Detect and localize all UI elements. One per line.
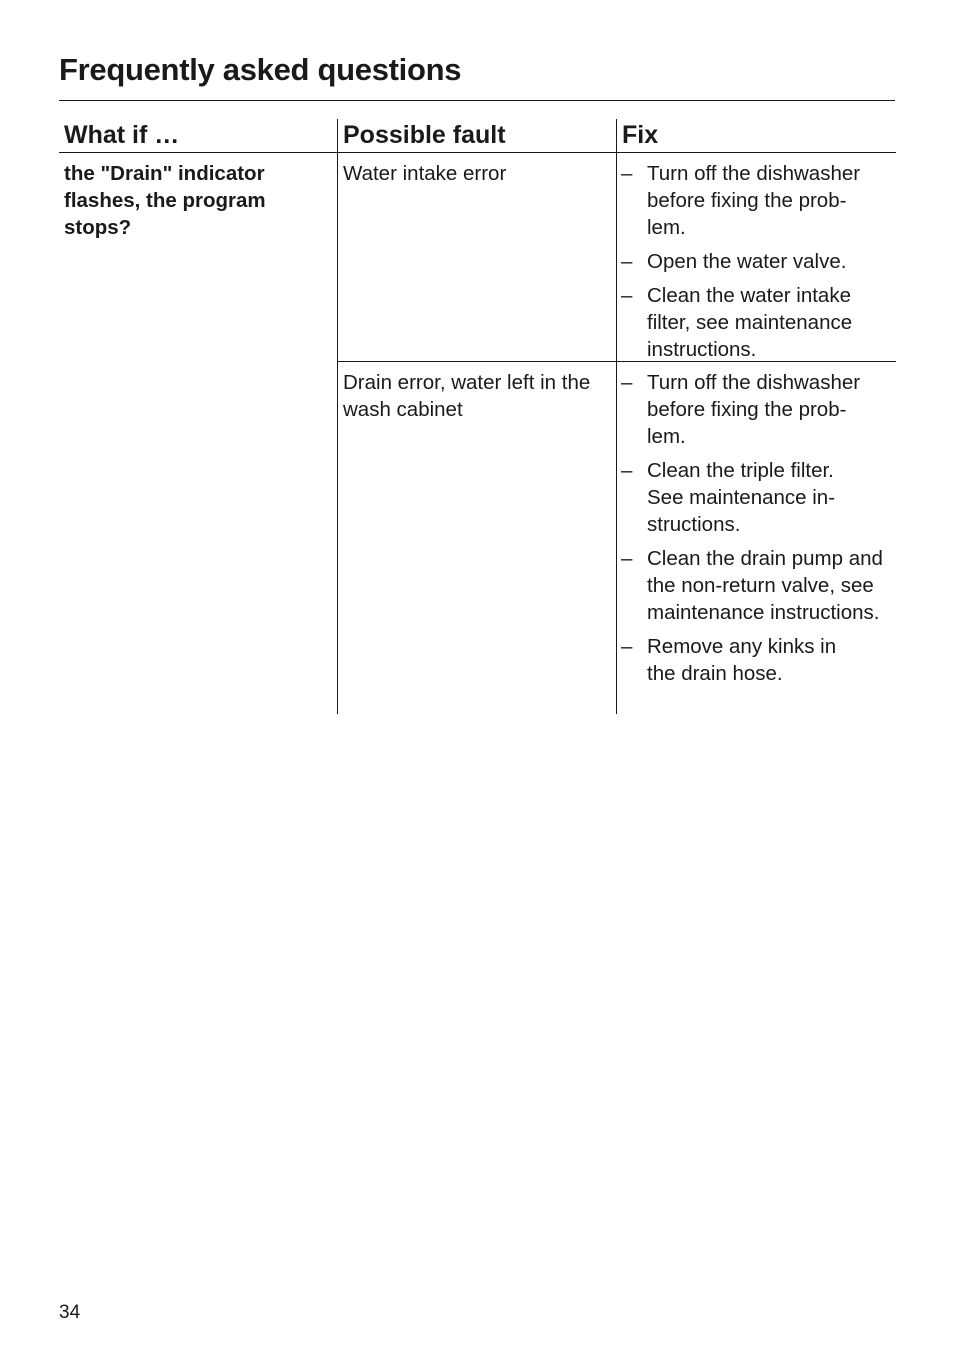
dash-bullet: – (621, 284, 633, 307)
fix-list-water-intake (621, 160, 891, 370)
fix-list-drain-error (621, 369, 891, 694)
header-possible-fault: Possible fault (343, 121, 506, 149)
page-title: Frequently asked questions (59, 52, 462, 87)
fix-text: Clean the water intake filter, see maintenance instructions. (647, 284, 853, 361)
title-divider (59, 100, 895, 101)
fault-water-intake: Water intake error (343, 162, 507, 185)
dash-bullet: – (621, 547, 633, 570)
row-divider (337, 361, 896, 362)
fix-text: Turn off the dishwasher before fixing the prob- lem. (647, 371, 861, 448)
dash-bullet: – (621, 250, 633, 273)
column-divider-2 (616, 119, 617, 714)
column-divider-1 (337, 119, 338, 714)
fix-text: Clean the triple filter. See maintenance in- structions. (647, 459, 836, 536)
fix-item (621, 282, 891, 363)
question-text: the "Drain" indicator flashes, the program stops? (64, 162, 266, 239)
fix-item (621, 248, 891, 275)
fix-text: Remove any kinks in the drain hose. (647, 635, 837, 685)
fix-item (621, 369, 891, 450)
fix-text: Turn off the dishwasher before fixing the prob- lem. (647, 162, 861, 239)
header-divider (59, 152, 896, 153)
fix-item (621, 457, 891, 538)
header-what-if: What if … (64, 121, 180, 149)
fix-item (621, 633, 891, 687)
header-fix: Fix (622, 121, 659, 149)
dash-bullet: – (621, 162, 633, 185)
fix-text: Open the water valve. (647, 250, 847, 273)
fix-item (621, 545, 891, 626)
page-number: 34 (59, 1302, 81, 1323)
dash-bullet: – (621, 371, 633, 394)
fix-text: Clean the drain pump and the non-return valve, see maintenance instructions. (647, 547, 883, 624)
dash-bullet: – (621, 459, 633, 482)
fix-item (621, 160, 891, 241)
fault-drain-error: Drain error, water left in the wash cabinet (343, 371, 591, 421)
dash-bullet: – (621, 635, 633, 658)
